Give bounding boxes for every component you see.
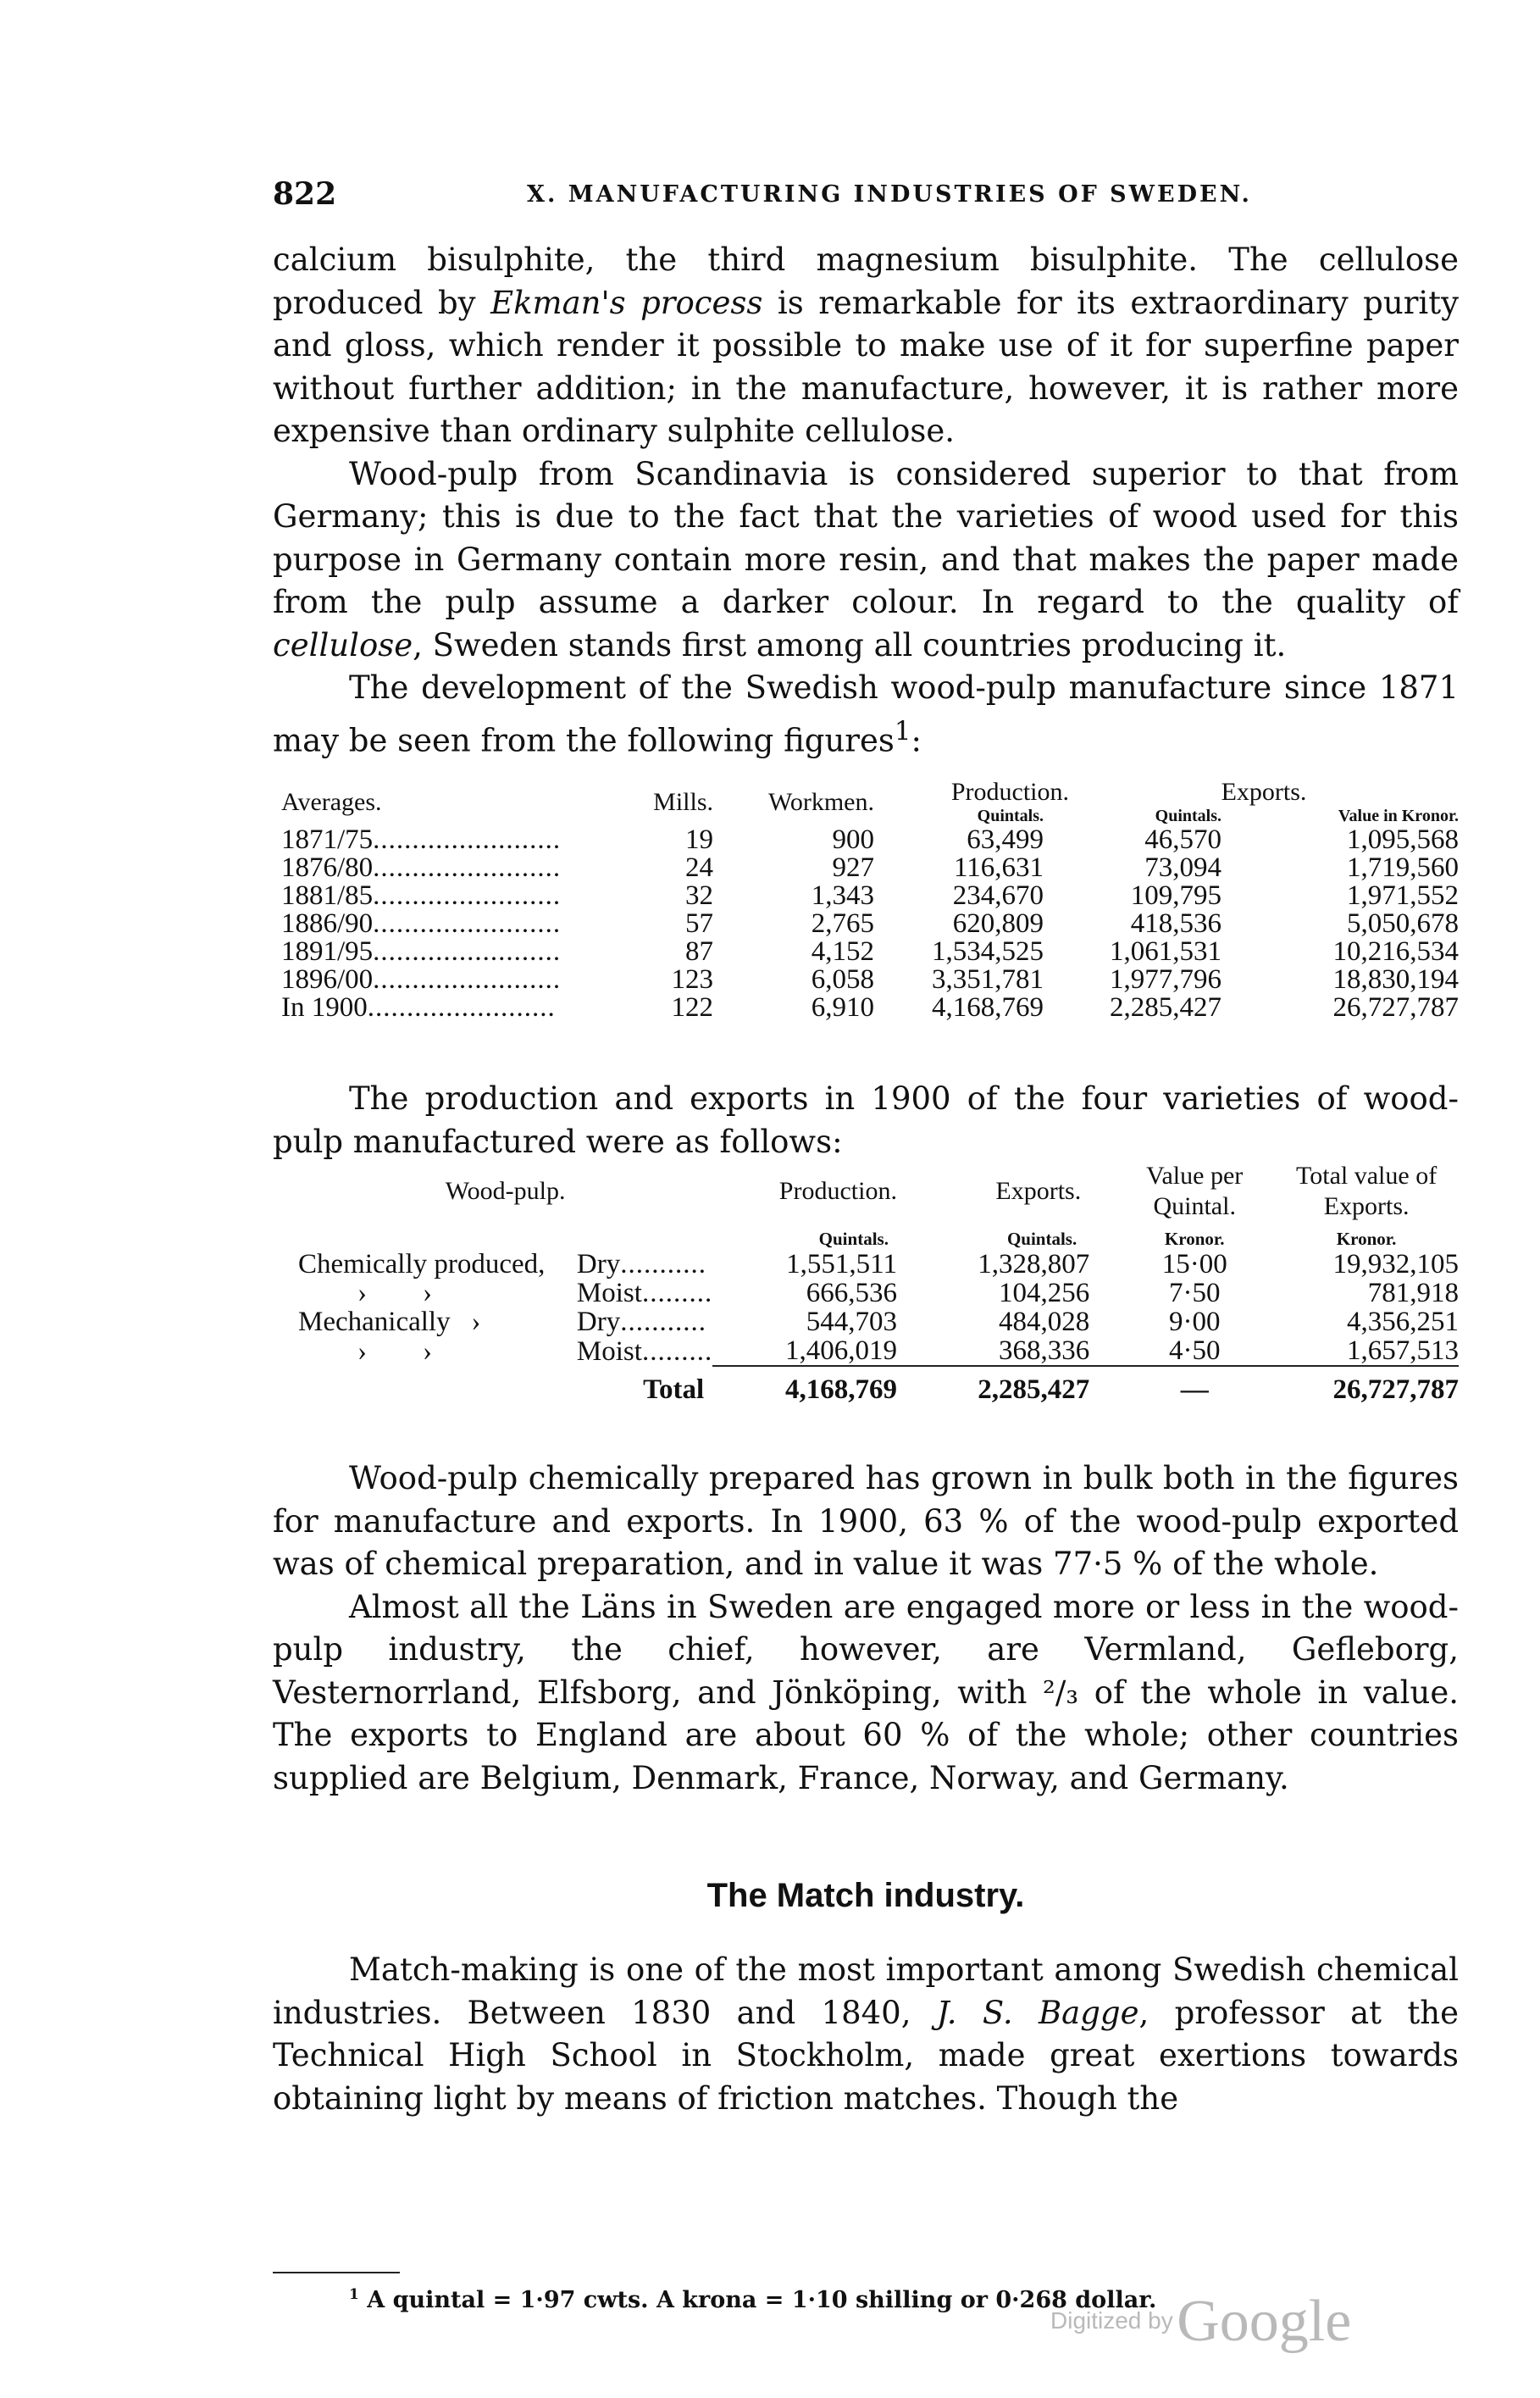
col-mills: Mills. <box>653 787 713 816</box>
total-value-cell: 781,918 <box>1367 1278 1459 1308</box>
col-averages: Averages. <box>281 787 382 816</box>
workmen-cell: 2,765 <box>811 908 874 939</box>
col-production-2: Production. <box>778 1177 897 1205</box>
period-cell: 1886/90........................ <box>281 908 562 939</box>
exports-value-cell: 26,727,787 <box>1332 992 1459 1023</box>
kind-cell: Chemically produced, <box>298 1249 546 1279</box>
mills-cell: 24 <box>685 852 713 883</box>
production-cell: 116,631 <box>953 852 1044 883</box>
col-exports-2: Exports. <box>995 1177 1082 1205</box>
exports-quintals-cell: 73,094 <box>1144 852 1221 883</box>
kind-cell: › › <box>357 1335 432 1367</box>
workmen-cell: 6,058 <box>811 964 874 995</box>
state-cell: Dry........... <box>576 1249 706 1279</box>
total-exports: 2,285,427 <box>978 1374 1090 1405</box>
table-row <box>281 938 1459 966</box>
table-row <box>298 1307 1459 1336</box>
total-value-per: — <box>1180 1374 1209 1405</box>
body-text-mid <box>273 1078 1459 1163</box>
period-cell: 1876/80........................ <box>281 852 562 883</box>
paragraph-3: The development of the Swedish wood-pulp manufacture since 1871 may be seen from the following figures$^1$: <box>273 669 1459 758</box>
mills-cell: 19 <box>685 824 713 855</box>
production-cell: 1,406,019 <box>784 1335 897 1366</box>
unit-exp-2: Quintals. <box>1006 1229 1077 1249</box>
col-total-value: Total value of Exports. <box>1296 1162 1438 1220</box>
exports-value-cell: 1,719,560 <box>1347 852 1459 883</box>
mills-cell: 32 <box>685 880 713 911</box>
production-cell: 1,534,525 <box>932 936 1044 967</box>
state-cell: Moist......... <box>576 1335 713 1367</box>
col-value-per: Value per Quintal. <box>1146 1162 1244 1220</box>
unit-prod-2: Quintals. <box>818 1229 889 1249</box>
production-cell: 63,499 <box>967 824 1044 855</box>
body-text-lower <box>273 1457 1459 1800</box>
production-cell: 4,168,769 <box>932 992 1044 1023</box>
varieties-table <box>298 1161 1459 1404</box>
kind-cell: Mechanically › <box>298 1307 481 1337</box>
paragraph-1: calcium bisulphite, the third magnesium bisulphite. The cellulose produced by Ekman's process is remarkable for its extraordinary purity and gloss, which render it possible to make use of it for superfine paper without further addition; in the manufacture, however, it is rather more expensive than ordinary sulphite cellulose. <box>273 241 1459 449</box>
exports-quintals-cell: 1,977,796 <box>1110 964 1221 995</box>
exports-quintals-cell: 1,061,531 <box>1110 936 1221 967</box>
mills-cell: 87 <box>685 936 713 967</box>
unit-production: Quintals. <box>977 807 1044 825</box>
total-label: Total <box>643 1374 705 1405</box>
mills-cell: 57 <box>685 908 713 939</box>
period-cell: 1891/95........................ <box>281 936 562 967</box>
total-value-cell: 1,657,513 <box>1347 1335 1459 1366</box>
exports-quintals-cell: 2,285,427 <box>1110 992 1221 1023</box>
unit-exports-quintals: Quintals. <box>1155 807 1221 825</box>
kind-cell: › › <box>357 1278 432 1308</box>
mills-cell: 123 <box>671 964 713 995</box>
development-table <box>281 778 1459 1022</box>
workmen-cell: 4,152 <box>811 936 874 967</box>
mills-cell: 122 <box>671 992 713 1023</box>
production-cell: 544,703 <box>806 1307 897 1337</box>
workmen-cell: 927 <box>832 852 874 883</box>
total-row <box>298 1367 1459 1404</box>
exports-cell: 1,328,807 <box>978 1249 1090 1279</box>
production-cell: 1,551,511 <box>786 1249 897 1279</box>
state-cell: Moist......... <box>576 1278 713 1308</box>
body-text-top <box>273 239 1459 762</box>
paragraph-6: Almost all the Läns in Sweden are engaged more or less in the wood-pulp industry, the chief, however, are Vermland, Gefleborg, Vesternorrland, Elfsborg, and Jönköping, with ²/₃ of the whole in value. The exports to England are about 60 % of the whole; other countries supplied are Belgium, Denmark, France, Norway, and Germany. <box>273 1588 1459 1796</box>
period-cell: In 1900........................ <box>281 992 556 1023</box>
value-per-cell: 15·00 <box>1161 1249 1227 1279</box>
workmen-cell: 1,343 <box>811 880 874 911</box>
period-cell: 1871/75........................ <box>281 824 562 855</box>
table-row <box>281 966 1459 994</box>
table-row <box>281 994 1459 1022</box>
table-row <box>281 854 1459 882</box>
exports-quintals-cell: 46,570 <box>1144 824 1221 855</box>
value-per-cell: 9·00 <box>1168 1307 1221 1337</box>
paragraph-5: Wood-pulp chemically prepared has grown in bulk both in the figures for manufacture and exports. In 1900, 63 % of the wood-pulp exported was of chemical preparation, and in value it was 77·5 % of the whole. <box>273 1460 1459 1582</box>
page-number: 822 <box>273 176 337 212</box>
table-row <box>298 1336 1459 1366</box>
paragraph-4: The production and exports in 1900 of the four varieties of wood-pulp manufactured were as follows: <box>273 1080 1459 1160</box>
production-cell: 620,809 <box>952 908 1044 939</box>
unit-val-2: Kronor. <box>1164 1229 1225 1249</box>
exports-value-cell: 5,050,678 <box>1347 908 1459 939</box>
production-cell: 666,536 <box>806 1278 897 1308</box>
unit-tot-2: Kronor. <box>1336 1229 1397 1249</box>
table-row <box>281 826 1459 854</box>
footnote: $^1$ A quintal = 1·97 cwts. A krona = 1·10 shilling or 0·268 dollar. <box>349 2286 1157 2313</box>
paragraph-2: Wood-pulp from Scandinavia is considered superior to that from Germany; this is due to the fact that the varieties of wood used for this purpose in Germany contain more resin, and that makes the paper made from the pulp assume a darker colour. In regard to the quality of cellulose, Sweden stands first among all countries producing it. <box>273 455 1459 663</box>
exports-value-cell: 18,830,194 <box>1332 964 1459 995</box>
table-row <box>298 1250 1459 1279</box>
digitized-watermark: Digitized by Google <box>1050 2289 1352 2354</box>
state-cell: Dry........... <box>576 1307 706 1337</box>
col-production: Production. <box>950 778 1069 806</box>
total-value-cell: 19,932,105 <box>1332 1249 1459 1279</box>
period-cell: 1881/85........................ <box>281 880 562 911</box>
value-per-cell: 4·50 <box>1168 1335 1221 1366</box>
exports-value-cell: 1,971,552 <box>1347 880 1459 911</box>
total-value: 26,727,787 <box>1332 1374 1459 1405</box>
period-cell: 1896/00........................ <box>281 964 562 995</box>
unit-exports-value: Value in Kronor. <box>1338 807 1459 825</box>
table-row <box>281 882 1459 910</box>
value-per-cell: 7·50 <box>1168 1278 1221 1308</box>
exports-quintals-cell: 418,536 <box>1130 908 1221 939</box>
exports-quintals-cell: 109,795 <box>1130 880 1221 911</box>
section-heading: The Match industry. <box>706 1877 1025 1914</box>
body-text-bottom <box>273 1949 1459 2120</box>
col-workmen: Workmen. <box>767 787 874 816</box>
total-value-cell: 4,356,251 <box>1347 1307 1459 1337</box>
production-cell: 3,351,781 <box>932 964 1044 995</box>
running-title: X. MANUFACTURING INDUSTRIES OF SWEDEN. <box>527 181 1252 208</box>
exports-value-cell: 10,216,534 <box>1332 936 1459 967</box>
footnote-rule <box>273 2272 400 2273</box>
col-woodpulp: Wood-pulp. <box>445 1177 566 1205</box>
production-cell: 234,670 <box>952 880 1044 911</box>
col-exports: Exports. <box>1221 778 1307 806</box>
table-row <box>281 910 1459 938</box>
exports-cell: 368,336 <box>998 1335 1090 1366</box>
exports-value-cell: 1,095,568 <box>1347 824 1459 855</box>
table-row <box>298 1279 1459 1307</box>
exports-cell: 104,256 <box>998 1278 1090 1308</box>
total-production: 4,168,769 <box>784 1374 897 1405</box>
workmen-cell: 900 <box>832 824 874 855</box>
running-header <box>273 176 1459 210</box>
workmen-cell: 6,910 <box>811 992 874 1023</box>
paragraph-7: Match-making is one of the most important among Swedish chemical industries. Between 1830 and 1840, J. S. Bagge, professor at the Technical High School in Stockholm, made great exertions towards obtaining light by means of friction matches. Though the <box>273 1951 1459 2117</box>
exports-cell: 484,028 <box>998 1307 1090 1337</box>
